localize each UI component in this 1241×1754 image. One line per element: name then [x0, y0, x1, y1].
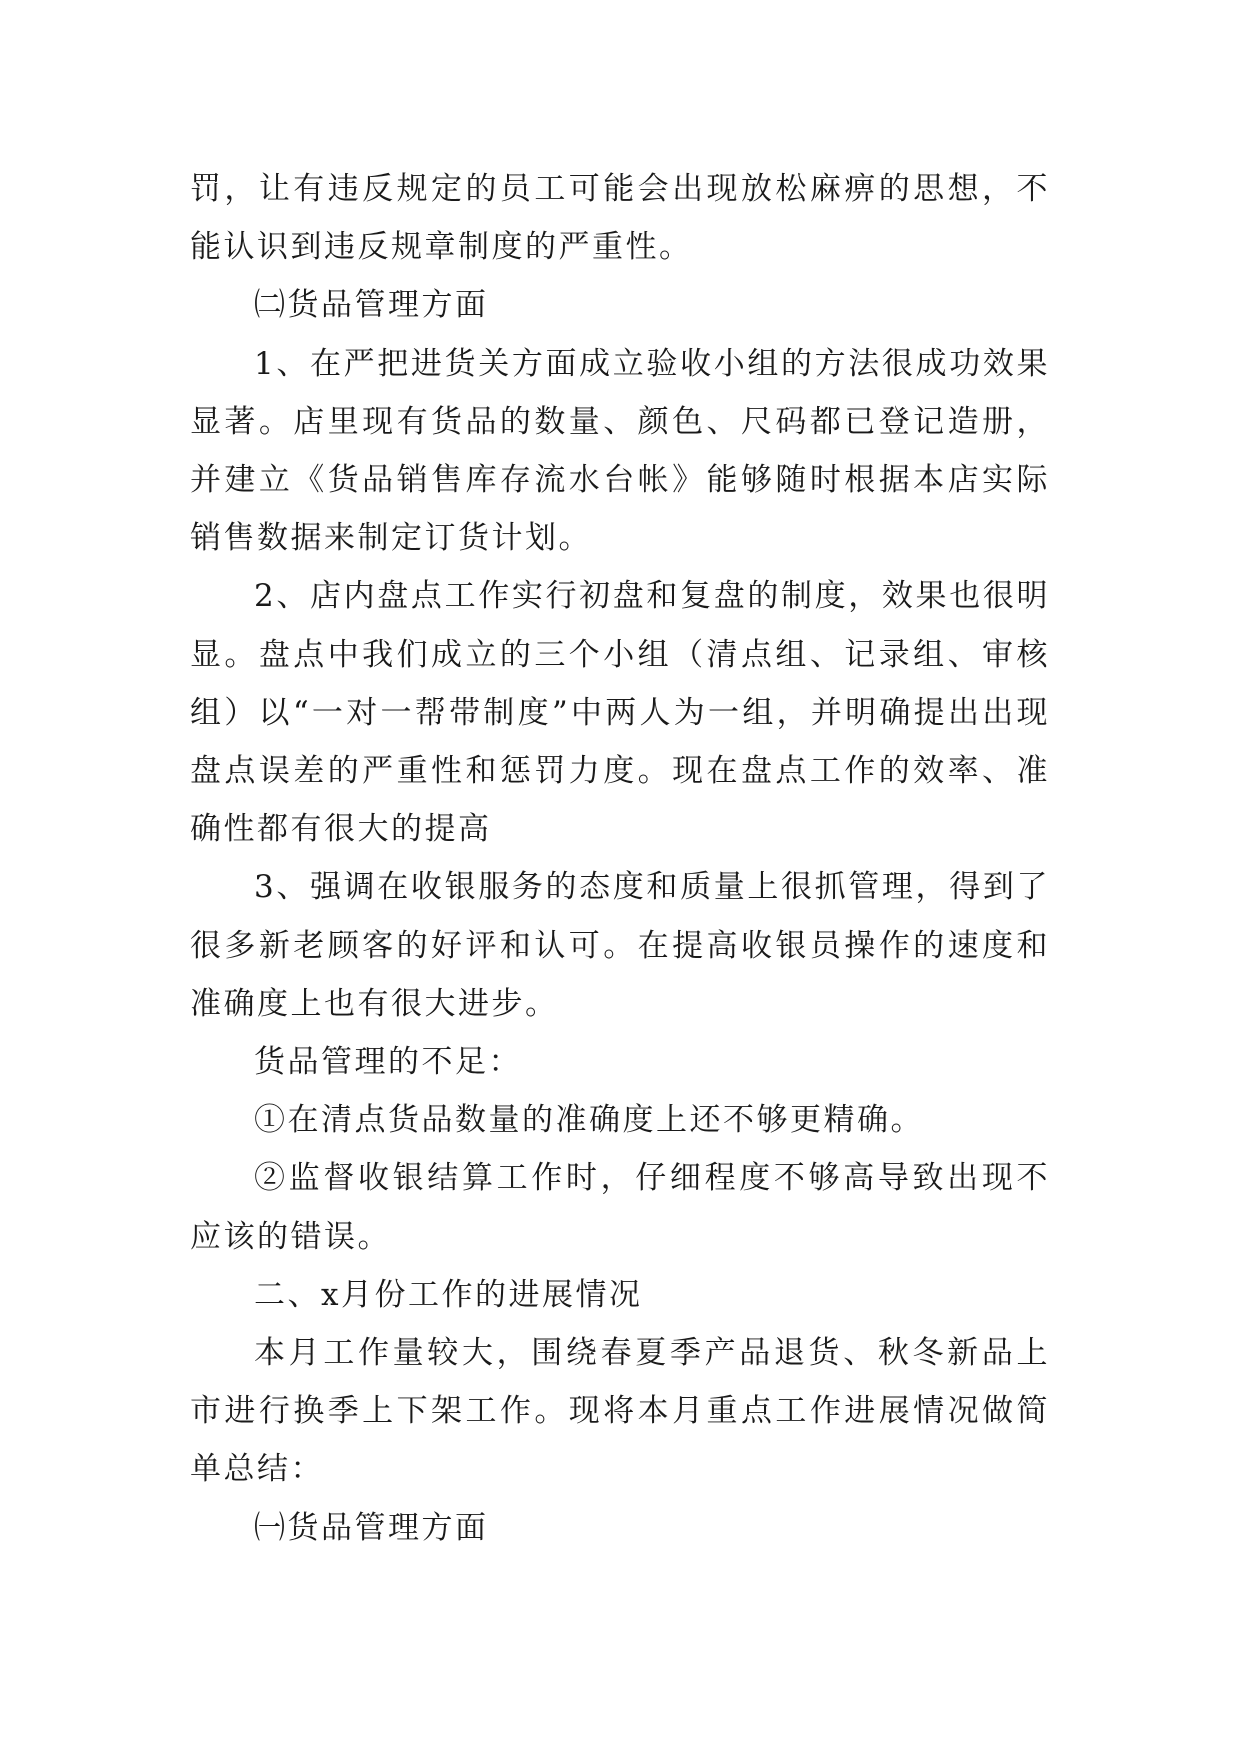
paragraph-item-3: 3、强调在收银服务的态度和质量上很抓管理，得到了很多新老顾客的好评和认可。在提高收银员操作的速度和准确度上也有很大进步。	[190, 869, 1050, 1022]
paragraph-item-1: 1、在严把进货关方面成立验收小组的方法很成功效果显著。店里现有货品的数量、颜色、尺码都已登记造册，并建立《货品销售库存流水台帐》能够随时根据本店实际销售数据来制定订货计划。	[190, 345, 1050, 557]
section-heading-goods-management: ㈡货品管理方面	[254, 287, 489, 324]
shortcoming-item-1: ①在清点货品数量的准确度上还不够更精确。	[254, 1102, 924, 1139]
document-body	[190, 160, 1050, 1557]
paragraph-item-2: 2、店内盘点工作实行初盘和复盘的制度，效果也很明显。盘点中我们成立的三个小组（清点组、记录组、审核组）以“一对一帮带制度”中两人为一组，并明确提出出现盘点误差的严重性和惩罚力度。现在盘点工作的效率、准确性都有很大的提高	[190, 578, 1050, 848]
section-heading-goods-management-2: ㈠货品管理方面	[254, 1509, 489, 1546]
shortcoming-item-2: ②监督收银结算工作时，仔细程度不够高导致出现不应该的错误。	[190, 1160, 1050, 1255]
section-heading-progress: 二、x月份工作的进展情况	[254, 1276, 643, 1313]
subheading-shortcomings: 货品管理的不足：	[254, 1044, 522, 1081]
paragraph-continuation: 罚，让有违反规定的员工可能会出现放松麻痹的思想，不能认识到违反规章制度的严重性。	[190, 171, 1050, 266]
paragraph-progress-summary: 本月工作量较大，围绕春夏季产品退货、秋冬新品上市进行换季上下架工作。现将本月重点工作进展情况做简单总结：	[190, 1335, 1050, 1488]
